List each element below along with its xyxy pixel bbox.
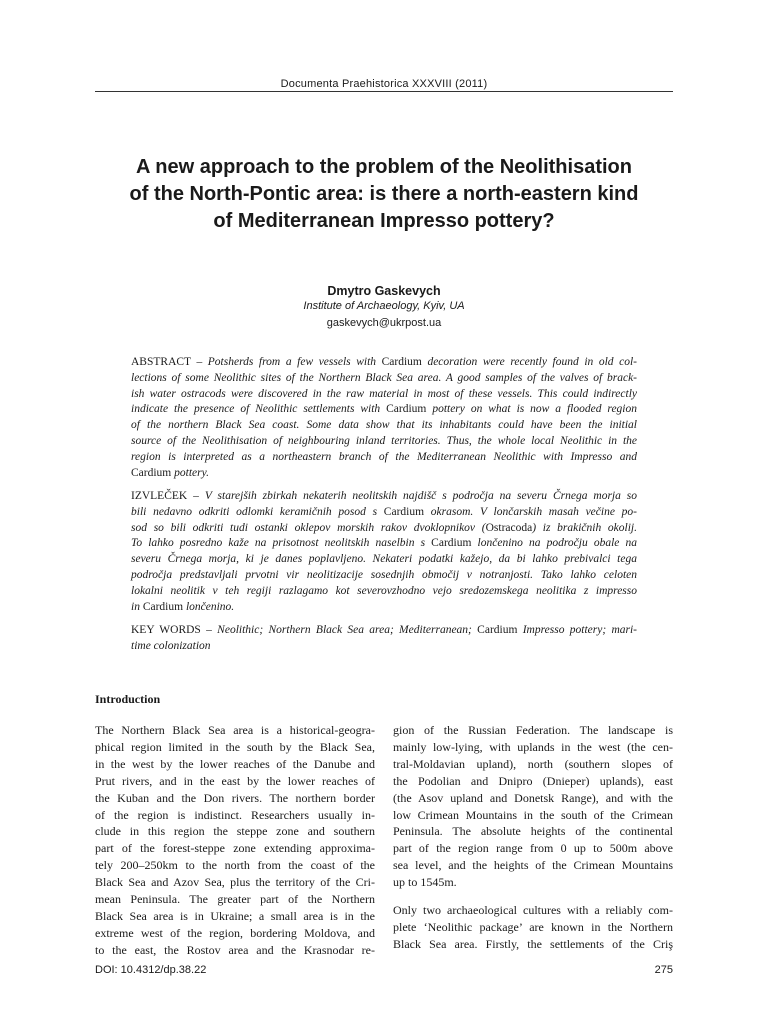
upright-text: ABSTRACT – — [131, 356, 208, 368]
upright-text: KEY WORDS – — [131, 624, 218, 636]
upright-text: Cardium — [381, 356, 422, 368]
italic-text: decoration were recently found in old col- — [421, 356, 637, 368]
italic-text: Impresso pottery; mari- — [517, 624, 637, 636]
italic-text: bili nedavno odkriti odlomki keramičnih posod s — [131, 505, 384, 518]
body-text-line: part of the region range from 0 up to 500m above — [393, 841, 673, 856]
abstract-line — [131, 418, 637, 434]
body-text-line: Peninsula. The absolute heights of the continental — [393, 824, 673, 839]
italic-text: region is interpreted as a northeastern branch of the Mediterranean Neolithic with Impresso and — [131, 450, 637, 463]
page-number: 275 — [654, 964, 673, 976]
italic-text: indicate the presence of Neolithic settlements with — [131, 403, 387, 416]
upright-text: Cardium — [386, 403, 427, 416]
italic-text: V starejših zbirkah nekaterih neolitskih najdišč s področja na severu Črnega morja so — [204, 490, 638, 502]
keywords — [131, 623, 637, 655]
section-heading: Introduction — [95, 692, 161, 706]
abstract-line — [131, 584, 637, 600]
italic-text: source of the Neolithisation of neighbouring inland territories. Thus, the whole local Neolithic in the — [131, 434, 637, 447]
upright-text: Cardium — [131, 466, 172, 479]
italic-text: of the northern Black Sea coast. Some data show that its inhabitants could have been the initial — [131, 419, 637, 432]
body-column-right — [393, 722, 673, 953]
abstract — [131, 355, 637, 481]
italic-text: okrasom. V lončarskih masah večine po- — [424, 505, 637, 518]
upright-text: Cardium — [142, 600, 184, 613]
body-text-line: mean Peninsula. The greater part of the Northern — [95, 892, 375, 907]
body-text-line: sea level, and the heights of the Crimean Mountains — [393, 858, 673, 873]
title-line: of Mediterranean Impresso pottery? — [213, 210, 555, 232]
body-text-line: plete ‘Neolithic package’ are known in the Northern — [393, 919, 673, 934]
italic-text: lončenino. — [183, 600, 235, 613]
body-text-line: Black Sea area. Firstly, the settlements of the Criş — [393, 936, 673, 951]
italic-text: Neolithic; Northern Black Sea area; Mediterranean; — [217, 624, 478, 636]
body-text-line: Prut rivers, and in the east by the lower reaches of — [95, 773, 375, 788]
italic-text: pottery on what is now a flooded region — [426, 403, 637, 416]
author-affiliation: Institute of Archaeology, Kyiv, UA — [303, 300, 465, 312]
upright-text: IZVLEČEK – — [131, 490, 205, 502]
body-text-line: part of the forest-steppe zone extending approxima- — [95, 841, 375, 856]
body-text-line: up to 1545m. — [393, 875, 457, 890]
abstract-line — [131, 568, 637, 584]
italic-text: pottery. — [171, 466, 209, 479]
abstract-line — [131, 387, 637, 403]
body-text-line: tely 200–250km to the north from the coast of the — [95, 858, 375, 873]
italic-text: Potsherds from a few vessels with — [207, 356, 382, 368]
title-line: A new approach to the problem of the Neolithisation — [136, 156, 632, 178]
body-text-line: (the Asov upland and Donetsk Range), and with the — [393, 790, 673, 805]
body-text-line: gion of the Russian Federation. The landscape is — [393, 723, 673, 737]
italic-text: To lahko posredno kaže na prisotnost neolitskih naselbin s — [131, 537, 432, 550]
abstract-line — [131, 552, 637, 568]
header-rule — [95, 91, 673, 92]
upright-text: Cardium — [383, 505, 425, 518]
body-text-line: extreme west of the region, bordering Moldova, and — [95, 925, 375, 940]
abstract-line — [131, 639, 637, 655]
running-head: Documenta Praehistorica XXXVIII (2011) — [280, 78, 488, 90]
italic-text: severu Črnega morja, ki je danes poplavljeno. Nekateri podatki kažejo, da bi lahko prebivalci tega — [131, 553, 637, 566]
body-text-line: The Northern Black Sea area is a historical-geogra- — [95, 723, 375, 737]
italic-text: ) iz brakičnih okolij. — [532, 521, 637, 534]
body-text-line: low Crimean Mountains in the south of the Crimean — [393, 807, 673, 822]
abstract-line — [131, 505, 637, 521]
abstract-line — [131, 371, 637, 387]
body-text-line: of the region is indistinct. Researchers usually in- — [95, 807, 375, 822]
abstract-line — [131, 521, 637, 537]
body-text-line: in the west by the lower reaches of the Danube and — [95, 756, 375, 771]
article-title — [95, 154, 673, 235]
italic-text: lections of some Neolithic sites of the Northern Black Sea area. A good samples of the valves of brack- — [131, 371, 637, 384]
author-email: gaskevych@ukrpost.ua — [326, 317, 442, 329]
abstract-line — [131, 402, 637, 418]
abstract-line — [131, 623, 637, 639]
doi: DOI: 10.4312/dp.38.22 — [95, 964, 207, 976]
italic-text: time colonization — [131, 639, 211, 652]
body-text-line: tral-Moldavian upland), north (southern slopes of — [393, 756, 673, 771]
italic-text: sod so bili odkriti tudi ostanki oklepov morskih rakov dvoklopnikov ( — [131, 521, 486, 534]
title-line: of the North-Pontic area: is there a north-eastern kind — [129, 183, 639, 205]
italic-text: področja predstavljali prvotni vir neolitizacije sosednjih območij v notranjosti. Tako lahko celoten — [131, 568, 637, 581]
italic-text: lončenino na področju obale na — [471, 537, 637, 550]
abstract-line — [131, 536, 637, 552]
body-text-line: clude in this region the steppe zone and southern — [95, 824, 375, 839]
italic-text: lokalni neolitik v teh regiji razlagamo kot severovzhodno vejo sredozemskega neolitika z impresso — [131, 584, 637, 597]
body-text-line: the Podolian and Dnipro (Dnieper) uplands), east — [393, 773, 673, 788]
author-name: Dmytro Gaskevych — [327, 284, 441, 298]
upright-text: Cardium — [477, 624, 518, 636]
body-text-line: the Kuban and the Don rivers. The northern border — [95, 790, 375, 805]
abstract-line — [131, 450, 637, 466]
upright-text: Ostracoda — [485, 521, 533, 534]
body-text-line: to the east, the Rostov area and the Krasnodar re- — [95, 942, 375, 957]
abstract-line — [131, 600, 637, 616]
abstract-line — [131, 434, 637, 450]
italic-text: in — [131, 600, 143, 613]
body-text-line: Black Sea and Azov Sea, plus the territory of the Cri- — [95, 875, 375, 890]
abstract-line — [131, 466, 637, 482]
body-column-left — [95, 722, 375, 959]
body-text-line: Black Sea area is in Ukraine; a small area is in the — [95, 908, 375, 923]
body-text-line: mainly low-lying, with uplands in the west (the cen- — [393, 739, 673, 754]
abstract-line — [131, 355, 637, 371]
paragraph-gap — [393, 891, 673, 902]
body-text-line: Only two archaeological cultures with a reliably com- — [393, 903, 673, 918]
abstract-line — [131, 489, 637, 505]
upright-text: Cardium — [431, 537, 472, 550]
italic-text: ish water ostracods were discovered in the raw material in most of these vessels. This could indirectly — [131, 387, 637, 400]
izvlecek-abstract — [131, 489, 637, 615]
body-text-line: phical region limited in the south by the Black Sea, — [95, 739, 375, 754]
